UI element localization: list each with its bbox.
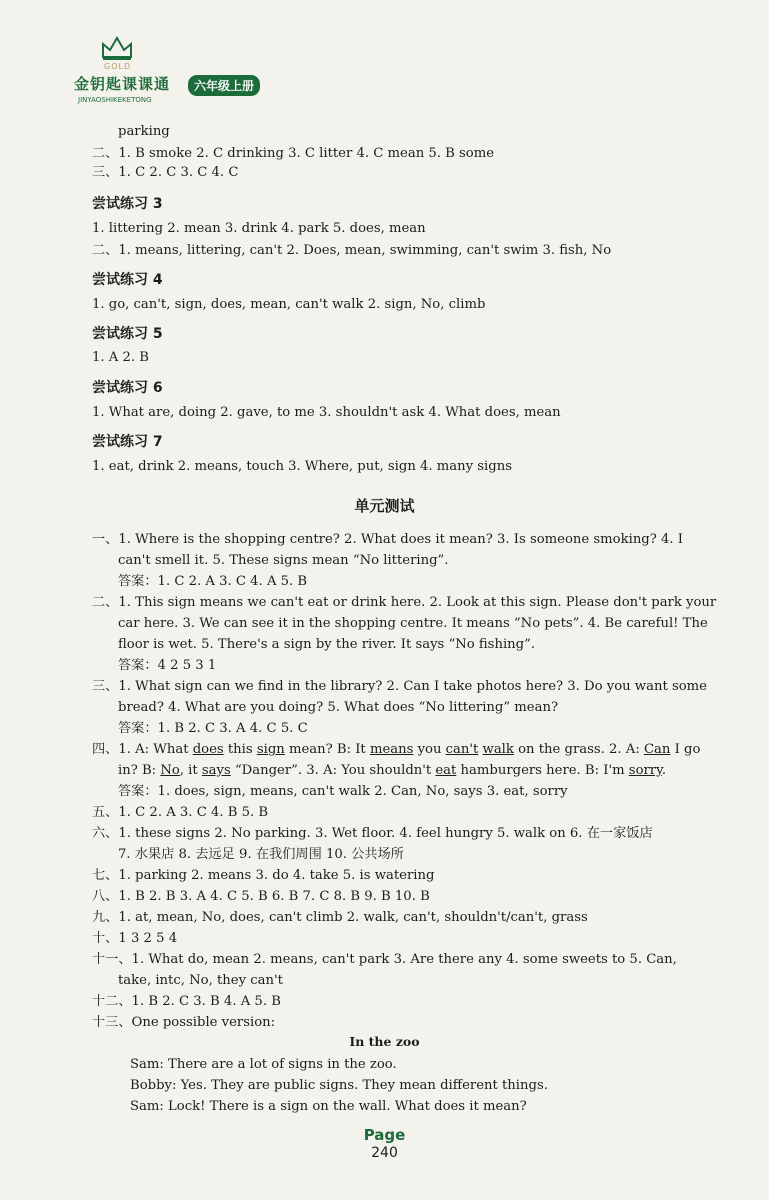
answer-line: 五、1. C 2. A 3. C 4. B 5. B: [92, 805, 269, 820]
brand-subtitle: JINYAOSHIKEKETONG: [78, 96, 152, 104]
essay-line: Bobby: Yes. They are public signs. They mean different things.: [130, 1078, 548, 1093]
answer-line: 十二、1. B 2. C 3. B 4. A 5. B: [92, 994, 281, 1009]
answer-line: 七、1. parking 2. means 3. do 4. take 5. is watering: [92, 868, 435, 883]
answer-line: 1. A 2. B: [92, 350, 149, 365]
unit-test-title: 单元测试: [354, 497, 415, 515]
answer-line: 答案：4 2 5 3 1: [118, 658, 217, 673]
section-heading: 尝试练习 5: [92, 326, 163, 342]
page-number: 240: [371, 1145, 398, 1161]
answer-line: 1. eat, drink 2. means, touch 3. Where, put, sign 4. many signs: [92, 459, 512, 474]
answer-line: 答案：1. C 2. A 3. C 4. A 5. B: [118, 574, 308, 589]
answer-line: in? B: No, it says “Danger”. 3. A: You shouldn't eat hamburgers here. B: I'm sorry.: [118, 763, 667, 778]
answer-line: 三、1. C 2. C 3. C 4. C: [92, 165, 239, 180]
answer-line: take, intc, No, they can't: [118, 973, 283, 988]
section-heading: 尝试练习 4: [92, 272, 163, 288]
answer-line: 六、1. these signs 2. No parking. 3. Wet floor. 4. feel hungry 5. walk on 6. 在一家饭店: [92, 826, 653, 841]
answer-line: 答案：1. does, sign, means, can't walk 2. Can, No, says 3. eat, sorry: [118, 784, 568, 799]
gold-label: GOLD: [104, 62, 132, 71]
answer-line: parking: [118, 124, 170, 139]
answer-line: 二、1. This sign means we can't eat or drink here. 2. Look at this sign. Please don't park your: [92, 595, 717, 610]
answer-line: 1. littering 2. mean 3. drink 4. park 5. does, mean: [92, 221, 426, 236]
essay-line: Sam: There are a lot of signs in the zoo.: [130, 1057, 397, 1072]
answer-line: bread? 4. What are you doing? 5. What does “No littering” mean?: [118, 700, 559, 715]
essay-line: Sam: Lock! There is a sign on the wall. What does it mean?: [130, 1099, 527, 1114]
answer-line: floor is wet. 5. There's a sign by the river. It says “No fishing”.: [118, 637, 536, 652]
answer-line: 1. What are, doing 2. gave, to me 3. shouldn't ask 4. What does, mean: [92, 405, 561, 420]
answer-line: 十一、1. What do, mean 2. means, can't park 3. Are there any 4. some sweets to 5. Can,: [92, 952, 677, 967]
grade-badge: 六年级上册: [188, 75, 260, 96]
answer-line: 二、1. B smoke 2. C drinking 3. C litter 4. C mean 5. B some: [92, 146, 495, 161]
brand-title: 金钥匙课课通: [74, 75, 171, 93]
answer-line: 八、1. B 2. B 3. A 4. C 5. B 6. B 7. C 8. B 9. B 10. B: [92, 889, 430, 904]
answer-line: 九、1. at, mean, No, does, can't climb 2. walk, can't, shouldn't/can't, grass: [92, 910, 588, 925]
section-heading: 尝试练习 6: [92, 380, 163, 396]
answer-line: 一、1. Where is the shopping centre? 2. What does it mean? 3. Is someone smoking? 4. I: [92, 532, 683, 547]
answer-line: 7. 水果店 8. 去远足 9. 在我们周围 10. 公共场所: [118, 847, 404, 862]
answer-line: 十三、One possible version:: [92, 1015, 276, 1030]
answer-line: 十、1 3 2 5 4: [92, 931, 178, 946]
section-heading: 尝试练习 7: [92, 434, 163, 450]
page-label: Page: [363, 1126, 406, 1144]
answer-line: can't smell it. 5. These signs mean “No littering”.: [118, 553, 449, 568]
answer-line: 四、1. A: What does this sign mean? B: It means you can't walk on the grass. 2. A: Can I go: [92, 742, 701, 757]
section-heading: 尝试练习 3: [92, 196, 163, 212]
answer-line: car here. 3. We can see it in the shopping centre. It means “No pets”. 4. Be careful! The: [118, 616, 708, 631]
answer-line: 三、1. What sign can we find in the library? 2. Can I take photos here? 3. Do you want some: [92, 679, 707, 694]
essay-title: In the zoo: [349, 1034, 420, 1049]
answer-line: 1. go, can't, sign, does, mean, can't walk 2. sign, No, climb: [92, 297, 486, 312]
answer-line: 答案：1. B 2. C 3. A 4. C 5. C: [118, 721, 308, 736]
answer-line: 二、1. means, littering, can't 2. Does, mean, swimming, can't swim 3. fish, No: [92, 243, 612, 258]
